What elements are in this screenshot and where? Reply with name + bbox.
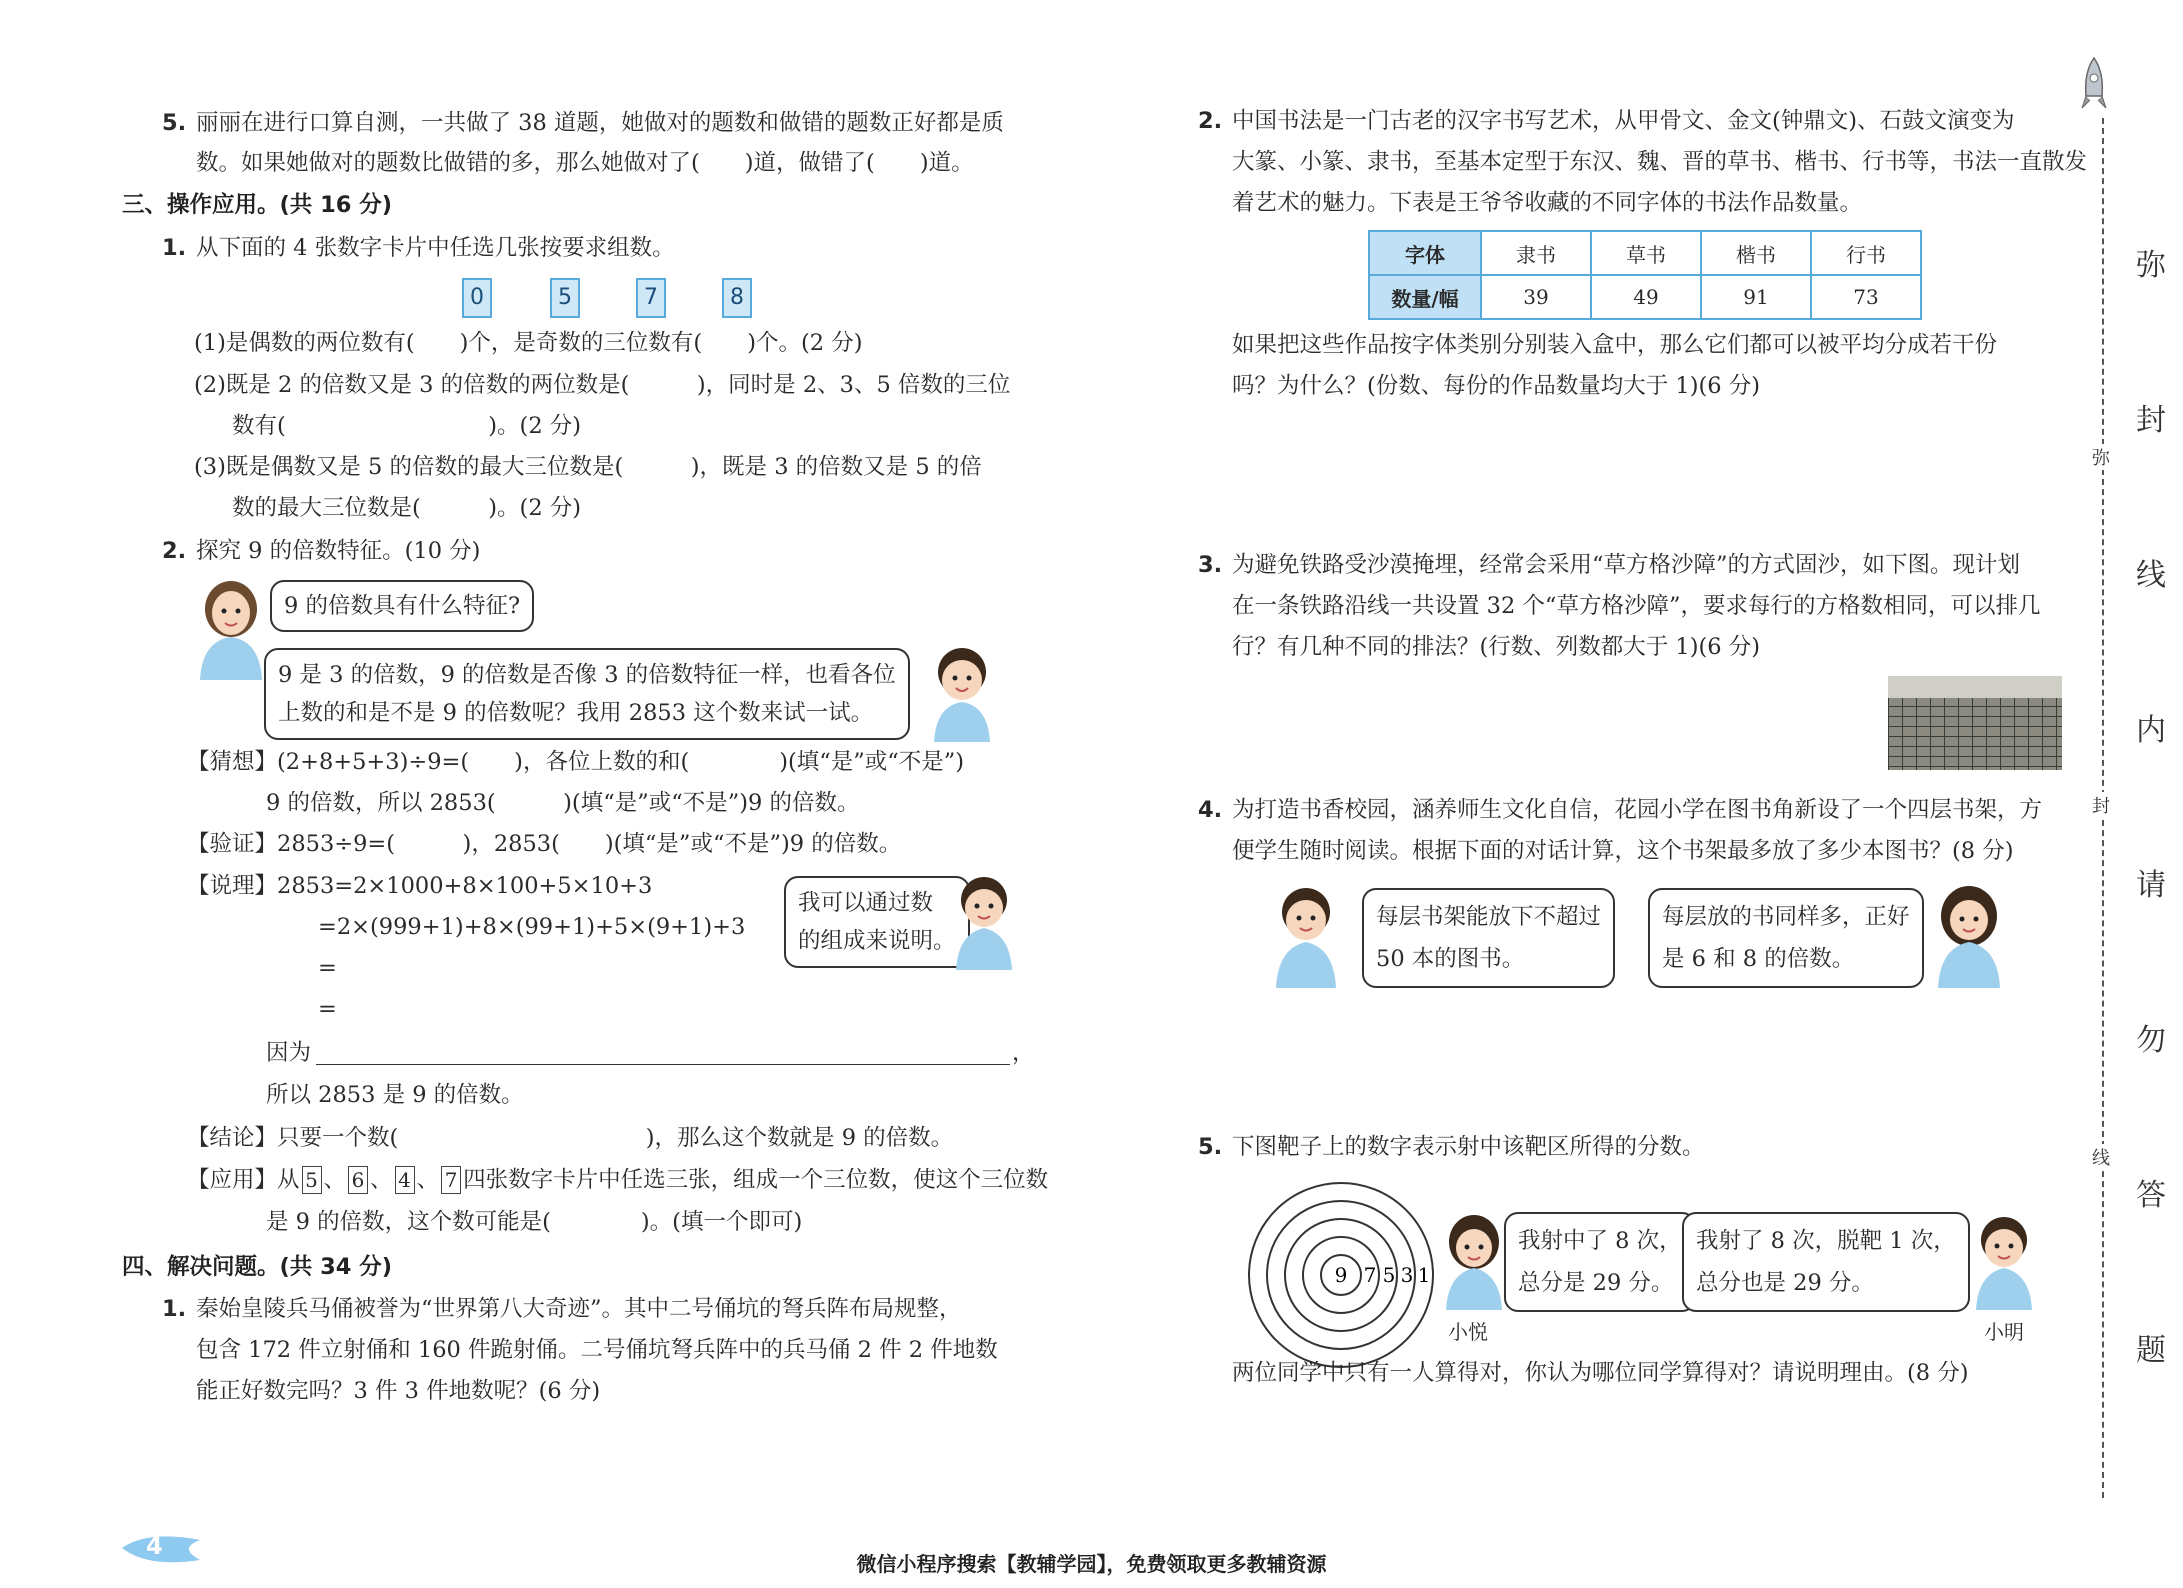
question-number: 2.	[1198, 108, 1223, 134]
question-text: 为打造书香校园，涵养师生文化自信，花园小学在图书角新设了一个四层书架，方	[1232, 797, 2043, 823]
table-cell: 草书	[1591, 231, 1701, 275]
margin-small-char: 弥	[2092, 444, 2110, 470]
digit-card: 4	[395, 1166, 415, 1194]
character-name: 小明	[1984, 1320, 2024, 1344]
digit-card: 0	[462, 278, 492, 318]
speech-bubble	[270, 580, 534, 632]
apply-text: 四张数字卡片中任选三张，组成一个三位数，使这个三位数	[463, 1167, 1049, 1193]
speech-bubble	[1504, 1212, 1696, 1312]
bubble-text: 9 的倍数具有什么特征?	[284, 593, 521, 619]
verify-line: 【验证】2853÷9=( )，2853( )(填“是”或“不是”)9 的倍数。	[187, 831, 902, 857]
margin-small-char: 封	[2092, 792, 2110, 818]
bubble-text: 上数的和是不是 9 的倍数呢？我用 2853 这个数来试一试。	[278, 700, 874, 726]
bubble-text: 我可以通过数	[798, 890, 934, 916]
speech-bubble	[264, 648, 910, 740]
target-score: 9	[1334, 1263, 1348, 1287]
question-text: 两位同学中只有一人算得对，你认为哪位同学算得对？请说明理由。(8 分)	[1232, 1360, 1969, 1386]
table-cell: 39	[1481, 275, 1591, 319]
table-row	[1369, 275, 1921, 319]
sub-question: 数有( )。(2 分)	[232, 413, 582, 439]
bubble-text: 我射了 8 次，脱靶 1 次，	[1696, 1228, 1956, 1254]
table-cell: 行书	[1811, 231, 1921, 275]
target-score: 5	[1382, 1263, 1396, 1287]
margin-small-char: 线	[2092, 1144, 2110, 1170]
question-text: 着艺术的魅力。下表是王爷爷收藏的不同字体的书法作品数量。	[1232, 190, 1863, 216]
question-number: 1.	[162, 235, 187, 261]
sub-question: (1)是偶数的两位数有( )个，是奇数的三位数有( )个。(2 分)	[194, 330, 863, 356]
bubble-text: 9 是 3 的倍数，9 的倍数是否像 3 的倍数特征一样，也看各位	[278, 662, 896, 688]
speech-bubble	[1682, 1212, 1970, 1312]
sub-question: (2)既是 2 的倍数又是 3 的倍数的两位数是( )，同时是 2、3、5 倍数的三位	[194, 372, 1011, 398]
question-number: 4.	[1198, 797, 1223, 823]
target-score: 3	[1400, 1263, 1414, 1287]
so-line: 所以 2853 是 9 的倍数。	[266, 1082, 524, 1108]
boy-illustration	[1266, 882, 1346, 988]
because-end: ，	[1012, 1040, 1035, 1066]
digit-card: 8	[722, 278, 752, 318]
question-number: 5.	[162, 110, 187, 136]
margin-char: 弥	[2136, 248, 2166, 283]
digit-card: 7	[636, 278, 666, 318]
table-cell: 字体	[1369, 231, 1481, 275]
calligraphy-table	[1368, 230, 1922, 320]
question-text: 探究 9 的倍数特征。(10 分)	[196, 538, 481, 564]
margin-char: 内	[2136, 713, 2166, 748]
question-text: 下图靶子上的数字表示射中该靶区所得的分数。	[1232, 1134, 1705, 1160]
bubble-text: 每层书架能放下不超过	[1376, 904, 1602, 930]
boy-illustration	[922, 642, 1002, 742]
question-number: 2.	[162, 538, 187, 564]
question-text: 包含 172 件立射俑和 160 件跪射俑。二号俑坑弩兵阵中的兵马俑 2 件 2 件地数	[196, 1337, 998, 1363]
bubble-text: 总分也是 29 分。	[1696, 1270, 1874, 1296]
footer-note: 微信小程序搜索【教辅学园】，免费领取更多教辅资源	[856, 1552, 1327, 1576]
boy-illustration	[946, 870, 1022, 970]
digit-card: 5	[550, 278, 580, 318]
question-text: 数。如果她做对的题数比做错的多，那么她做对了( )道，做错了( )道。	[196, 150, 974, 176]
page-number: 4	[146, 1532, 163, 1560]
question-text: 在一条铁路沿线一共设置 32 个“草方格沙障”，要求每行的方格数相同，可以排几	[1232, 593, 2041, 619]
target-diagram	[1246, 1180, 1436, 1370]
bubble-text: 每层放的书同样多，正好	[1662, 904, 1910, 930]
table-cell: 91	[1701, 275, 1811, 319]
table-cell: 隶书	[1481, 231, 1591, 275]
question-text: 如果把这些作品按字体类别分别装入盒中，那么它们都可以被平均分成若干份	[1232, 332, 1998, 358]
target-score: 7	[1363, 1263, 1377, 1287]
question-text: 大篆、小篆、隶书，至基本定型于东汉、魏、晋的草书、楷书、行书等，书法一直散发	[1232, 149, 2088, 175]
because-label: 因为	[266, 1040, 312, 1066]
question-text: 从下面的 4 张数字卡片中任选几张按要求组数。	[196, 235, 675, 261]
margin-char: 题	[2136, 1333, 2166, 1368]
answer-line	[316, 1064, 1010, 1065]
target-score: 1	[1417, 1263, 1431, 1287]
bubble-text: 是 6 和 8 的倍数。	[1662, 946, 1855, 972]
bubble-text: 50 本的图书。	[1376, 946, 1525, 972]
straw-grid-photo	[1888, 676, 2062, 770]
table-cell: 楷书	[1701, 231, 1811, 275]
section-heading: 三、操作应用。(共 16 分)	[122, 192, 393, 218]
explain-line: =2×(999+1)+8×(99+1)+5×(9+1)+3	[318, 914, 746, 940]
speech-bubble	[1648, 888, 1924, 988]
question-text: 能正好数完吗？3 件 3 件地数呢？(6 分)	[196, 1378, 601, 1404]
section-heading: 四、解决问题。(共 34 分)	[122, 1254, 393, 1280]
question-number: 5.	[1198, 1134, 1223, 1160]
digit-card: 5	[302, 1166, 322, 1194]
question-text: 吗？为什么？(份数、每份的作品数量均大于 1)(6 分)	[1232, 373, 1761, 399]
girl-illustration	[1924, 882, 2014, 988]
apply-prefix: 【应用】从	[187, 1167, 300, 1193]
explain-line: =	[318, 996, 337, 1022]
question-text: 秦始皇陵兵马俑被誉为“世界第八大奇迹”。其中二号俑坑的弩兵阵布局规整，	[196, 1296, 962, 1322]
apply-line: 【应用】从 5 、 6 、 4 、 7 四张数字卡片中任选三张，组成一个三位数，使这个三位数	[187, 1167, 1049, 1193]
table-cell: 数量/幅	[1369, 275, 1481, 319]
margin-char: 封	[2136, 403, 2166, 438]
question-text: 便学生随时阅读。根据下面的对话计算，这个书架最多放了多少本图书？(8 分)	[1232, 838, 2014, 864]
bubble-text: 总分是 29 分。	[1518, 1270, 1674, 1296]
question-text: 行？有几种不同的排法？(行数、列数都大于 1)(6 分)	[1232, 634, 1761, 660]
digit-card: 6	[348, 1166, 368, 1194]
question-text: 为避免铁路受沙漠掩埋，经常会采用“草方格沙障”的方式固沙，如下图。现计划	[1232, 552, 2021, 578]
question-number: 3.	[1198, 552, 1223, 578]
table-cell: 49	[1591, 275, 1701, 319]
character-name: 小悦	[1448, 1320, 1488, 1344]
margin-char: 线	[2136, 558, 2166, 593]
explain-line: 【说理】2853=2×1000+8×100+5×10+3	[187, 873, 653, 899]
bubble-text: 我射中了 8 次，	[1518, 1228, 1682, 1254]
apply-line: 是 9 的倍数，这个数可能是( )。(填一个即可)	[266, 1209, 803, 1235]
boy-illustration	[1966, 1210, 2042, 1310]
guess-line: 9 的倍数，所以 2853( )(填“是”或“不是”)9 的倍数。	[266, 790, 860, 816]
bubble-text: 的组成来说明。	[798, 928, 956, 954]
conclusion-line: 【结论】只要一个数( )，那么这个数就是 9 的倍数。	[187, 1125, 954, 1151]
digit-card: 7	[441, 1166, 461, 1194]
sub-question: 数的最大三位数是( )。(2 分)	[232, 495, 582, 521]
margin-char: 勿	[2136, 1023, 2166, 1058]
table-row	[1369, 231, 1921, 275]
margin-char: 答	[2136, 1178, 2166, 1213]
sub-question: (3)既是偶数又是 5 的倍数的最大三位数是( )，既是 3 的倍数又是 5 的倍	[194, 454, 982, 480]
margin-char: 请	[2136, 868, 2166, 903]
girl-illustration	[1436, 1210, 1512, 1310]
guess-line: 【猜想】(2+8+5+3)÷9=( )，各位上数的和( )(填“是”或“不是”)	[187, 749, 965, 775]
question-number: 1.	[162, 1296, 187, 1322]
speech-bubble	[1362, 888, 1615, 988]
question-text: 中国书法是一门古老的汉字书写艺术，从甲骨文、金文(钟鼎文)、石鼓文演变为	[1232, 108, 2015, 134]
rocket-icon	[2080, 56, 2108, 116]
teacher-illustration	[192, 575, 270, 680]
speech-bubble	[784, 876, 970, 968]
explain-line: =	[318, 955, 337, 981]
table-cell: 73	[1811, 275, 1921, 319]
question-text: 丽丽在进行口算自测，一共做了 38 道题，她做对的题数和做错的题数正好都是质	[196, 110, 1004, 136]
